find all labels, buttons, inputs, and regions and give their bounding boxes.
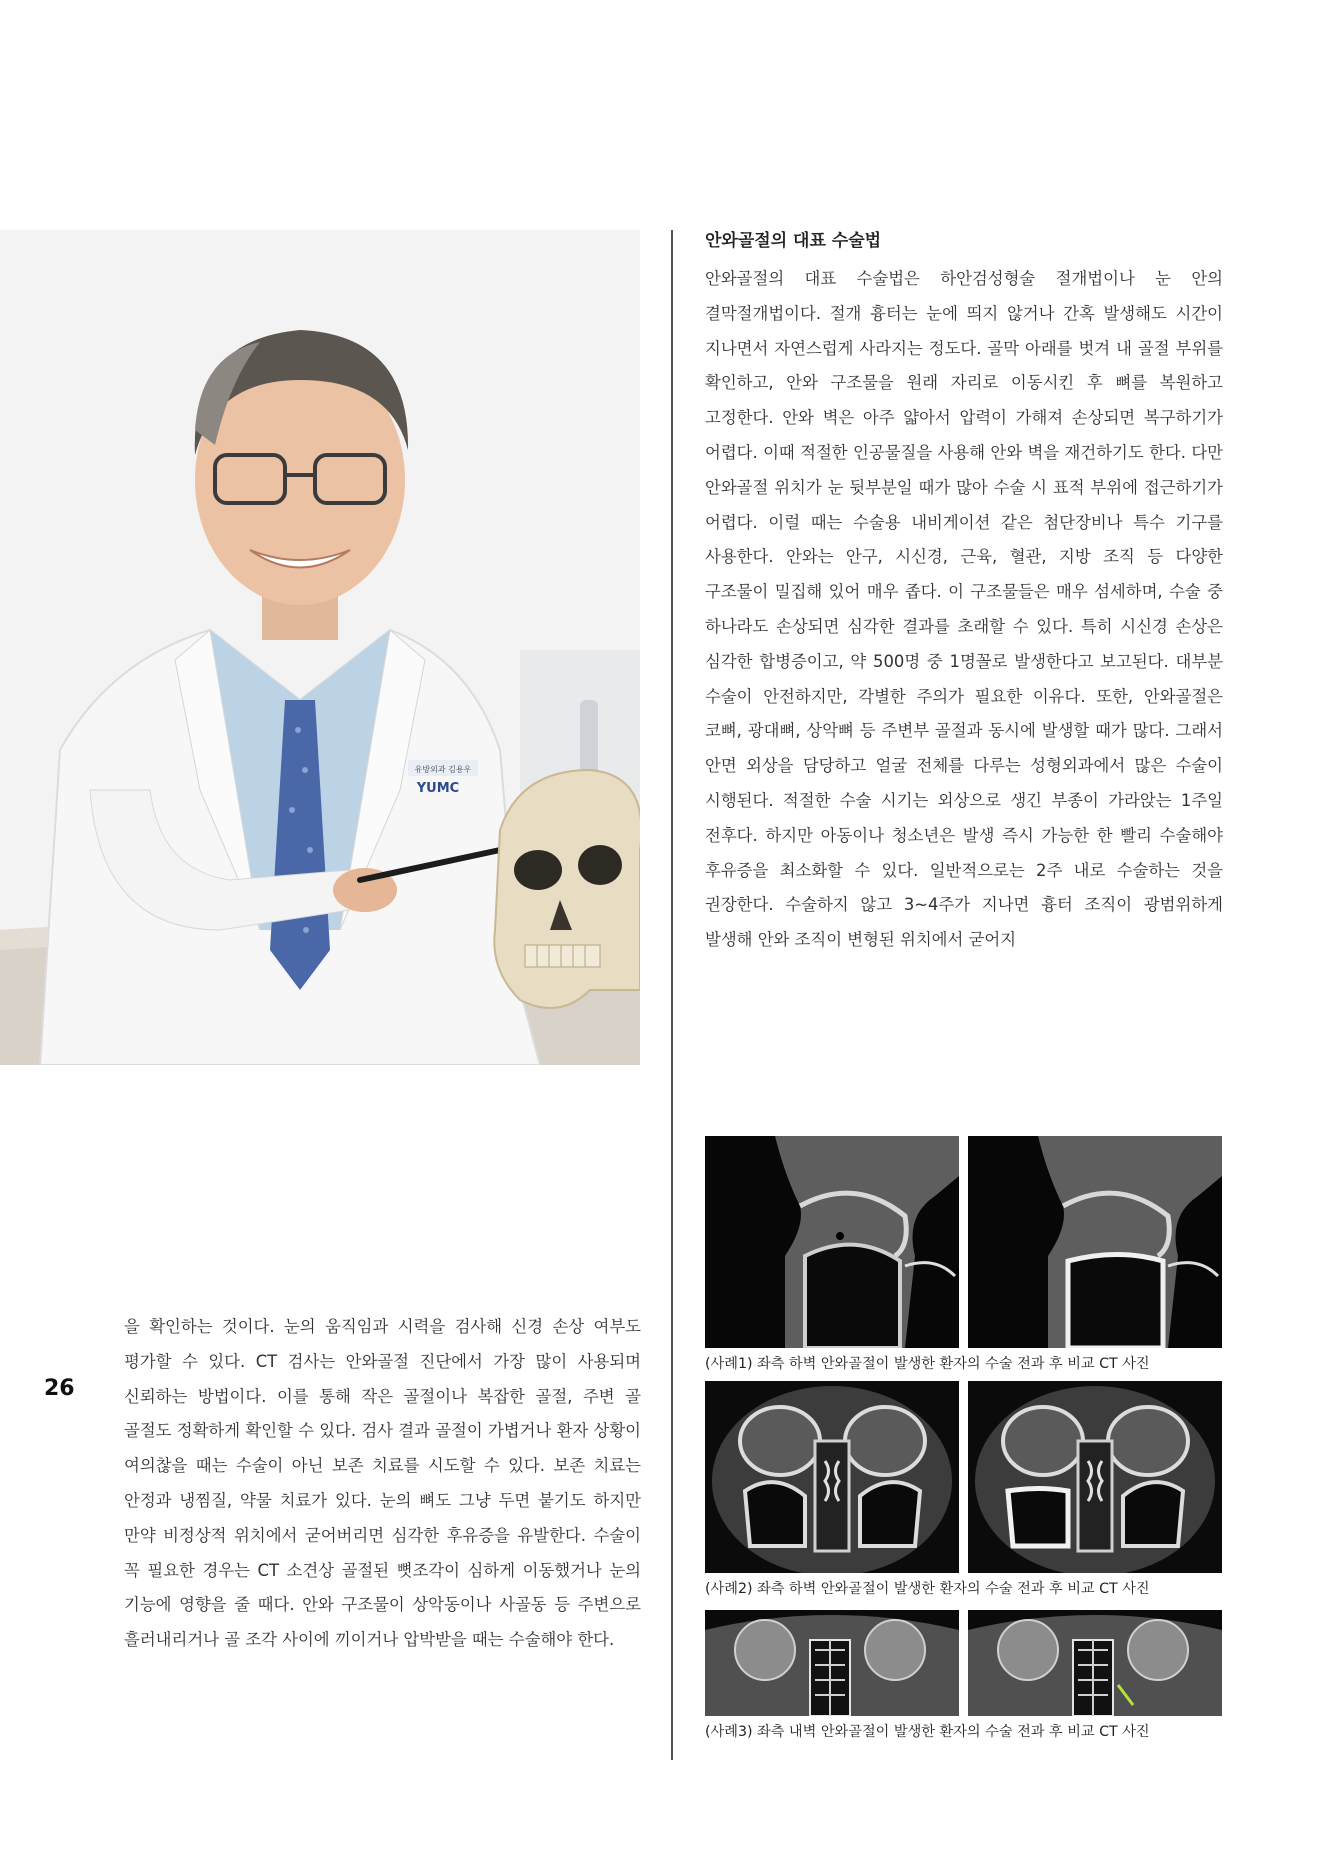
coat-badge-name: 유방외과 김용우: [414, 765, 472, 774]
left-column-body: 을 확인하는 것이다. 눈의 움직임과 시력을 검사해 신경 손상 여부도 평가할 수 있다. CT 검사는 안와골절 진단에서 가장 많이 사용되며 신뢰하는 방법이다. 이를 통해 작은 골절이나 복잡한 골절, 주변 골 골절도 정확하게 확인할 수 있다. 검사 결과 골절이 가볍거나 환자 상황이 여의찮을 때는 수술이 아닌 보존 치료를 시도할 수 있다. 보존 치료는 안정과 냉찜질, 약물 치료가 있다. 눈의 뼈도 그냥 두면 붙기도 하지만 만약 비정상적 위치에서 굳어버리면 심각한 후유증을 유발한다. 수술이 꼭 필요한 경우는 CT 소견상 골절된 뼛조각이 심하게 이동했거나 눈의 기능에 영향을 줄 때다. 안와 구조물이 상악동이나 사골동 등 주변으로 흘러내리거나 골 조각 사이에 끼이거나 압박받을 때는 수술해야 한다.: [124, 1317, 641, 1650]
ct-case-2-caption: (사례2) 좌측 하벽 안와골절이 발생한 환자의 수술 전과 후 비교 CT 사진: [705, 1581, 1150, 1597]
column-divider: [671, 230, 673, 1760]
ct-case-1-caption: (사례1) 좌측 하벽 안와골절이 발생한 환자의 수술 전과 후 비교 CT 사진: [705, 1356, 1150, 1372]
ct-case-3-caption: (사례3) 좌측 내벽 안와골절이 발생한 환자의 수술 전과 후 비교 CT 사진: [705, 1724, 1150, 1740]
coat-badge-logo: YUMC: [416, 781, 460, 796]
ct-case-2-before: [705, 1381, 959, 1573]
ct-case-3-before: [705, 1610, 959, 1716]
ct-case-3-images: [705, 1610, 1222, 1716]
page-number: 26: [44, 1376, 75, 1401]
ct-case-2-images: [705, 1381, 1222, 1573]
ct-case-3-after: [968, 1610, 1222, 1716]
ct-case-1-after: [968, 1136, 1222, 1348]
ct-case-2-after: [968, 1381, 1222, 1573]
ct-case-1-images: [705, 1136, 1222, 1348]
doctor-photo: [0, 230, 640, 1065]
ct-case-1-before: [705, 1136, 959, 1348]
section-heading: 안와골절의 대표 수술법: [705, 231, 882, 251]
right-column-body: 안와골절의 대표 수술법은 하안검성형술 절개법이나 눈 안의 결막절개법이다. 절개 흉터는 눈에 띄지 않거나 간혹 발생해도 시간이 지나면서 자연스럽게 사라지는 정도다. 골막 아래를 벗겨 내 골절 부위를 확인하고, 안와 구조물을 원래 자리로 이동시킨 후 뼈를 복원하고 고정한다. 안와 벽은 아주 얇아서 압력이 가해져 손상되면 복구하기가 어렵다. 이때 적절한 인공물질을 사용해 안와 벽을 재건하기도 한다. 다만 안와골절 위치가 눈 뒷부분일 때가 많아 수술 시 표적 부위에 접근하기가 어렵다. 이럴 때는 수술용 내비게이션 같은 첨단장비나 특수 기구를 사용한다. 안와는 안구, 시신경, 근육, 혈관, 지방 조직 등 다양한 구조물이 밀집해 있어 매우 좁다. 이 구조물들은 매우 섬세하며, 수술 중 하나라도 손상되면 심각한 결과를 초래할 수 있다. 특히 시신경 손상은 심각한 합병증이고, 약 500명 중 1명꼴로 발생한다고 보고된다. 대부분 수술이 안전하지만, 각별한 주의가 필요한 이유다. 또한, 안와골절은 코뼈, 광대뼈, 상악뼈 등 주변부 골절과 동시에 발생할 때가 많다. 그래서 안면 외상을 담당하고 얼굴 전체를 다루는 성형외과에서 많은 수술이 시행된다. 적절한 수술 시기는 외상으로 생긴 부종이 가라앉는 1주일 전후다. 하지만 아동이나 청소년은 발생 즉시 가능한 한 빨리 수술해야 후유증을 최소화할 수 있다. 일반적으로는 2주 내로 수술하는 것을 권장한다. 수술하지 않고 3~4주가 지나면 흉터 조직이 광범위하게 발생해 안와 조직이 변형된 위치에서 굳어지: [705, 269, 1223, 950]
